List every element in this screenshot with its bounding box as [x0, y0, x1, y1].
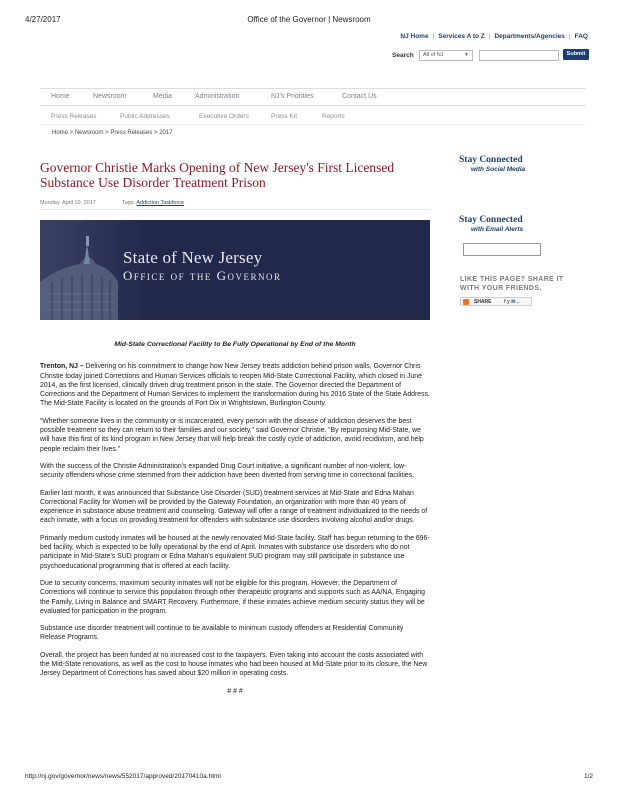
utility-link-departments[interactable]: Departments/Agencies — [494, 33, 565, 40]
email-title: Stay Connected — [459, 215, 523, 225]
share-prompt: LIKE THIS PAGE? SHARE IT WITH YOUR FRIENDS. — [460, 276, 564, 292]
utility-link-faq[interactable]: FAQ — [574, 33, 588, 40]
nav-newsroom[interactable]: Newsroom — [93, 93, 127, 100]
article-body — [40, 340, 430, 696]
search-submit-button[interactable]: Submit — [563, 49, 589, 60]
subnav-press-kit[interactable]: Press Kit — [271, 113, 298, 120]
paragraph-5: Primarily medium custody inmates will be housed at the newly renovated Mid-State facility. Staff has begun returning to the 696-bed facility, which is expected to be fully operational by the end of April. Inmates with substance use disorders who do not participate in Mid-State's SUD program or Edna Mahan's equivalent SUD program may still participate in substance use psychoeducational programming that is offered at each facility. — [40, 534, 430, 570]
main-nav — [40, 88, 586, 106]
share-label: SHARE — [474, 299, 492, 305]
paragraph-2: “Whether someone lives in the community or is incarcerated, every person with the disease of addiction deserves the best possible treatment so they can return to their families and our society,” said Governor Christie. “By repurposing Mid-State, we will have this first of its kind program in New Jersey that will help break the costly cycle of addiction, avoid recidivism, and help people reclaim their lives.” — [40, 417, 424, 453]
nav-priorities[interactable]: NJ's Priorities — [271, 93, 314, 100]
paragraph-4: Earlier last month, it was announced that Substance Use Disorder (SUD) treatment services at Mid-State and Edna Mahan Correctional Facility for Women will be provided by the Gateway Foundation, an organization with more than 40 years of experience in substance abuse treatment and counseling. Gateway will offer a range of treatment individualized to the needs of each inmate, with a focus on providing treatment for offenders with substance use disorders involving alcohol and/or drugs. — [40, 489, 428, 525]
end-marker: # # # — [227, 687, 243, 695]
share-button[interactable] — [460, 297, 532, 306]
nav-administration[interactable]: Administration — [195, 93, 240, 100]
article-meta — [40, 200, 184, 206]
search-scope-value: All of NJ — [423, 52, 444, 58]
divider — [40, 209, 430, 210]
dateline: Trenton, NJ – — [40, 363, 84, 371]
governor-banner — [40, 220, 430, 320]
utility-link-services[interactable]: Services A to Z — [438, 33, 485, 40]
utility-nav: NJ Home | Services A to Z | Departments/Agencies | FAQ — [400, 33, 588, 40]
nav-contact[interactable]: Contact Us — [342, 93, 377, 100]
utility-link-nj-home[interactable]: NJ Home — [400, 33, 429, 40]
breadcrumb[interactable]: Home > Newsroom > Press Releases > 2017 — [52, 130, 173, 136]
article-lede: Mid-State Correctional Facility to Be Fully Operational by End of the Month — [114, 341, 356, 348]
subnav-public-addresses[interactable]: Public Addresses — [120, 113, 170, 120]
share-icon — [463, 299, 469, 305]
tags-label: Tags: — [122, 200, 136, 206]
paragraph-3: With the success of the Christie Administration's expanded Drug Court initiative, a significant number of non-violent, low-security offenders whose crime stemmed from their addiction have been diverted from serving time in correctional facilities. — [40, 462, 415, 480]
subnav-press-releases[interactable]: Press Releases — [51, 113, 97, 120]
search-label: Search — [392, 52, 414, 59]
email-field[interactable] — [463, 243, 541, 256]
subnav-executive-orders[interactable]: Executive Orders — [199, 113, 249, 120]
print-title: Office of the Governor | Newsroom — [247, 15, 371, 24]
banner-state: State of New Jersey — [123, 248, 263, 267]
search-input[interactable] — [479, 50, 559, 61]
email-subtitle[interactable]: with Email Alerts — [471, 226, 524, 233]
subnav-reports[interactable]: Reports — [322, 113, 345, 120]
print-footer — [25, 773, 593, 783]
article-date: Monday, April 10, 2017 — [40, 200, 96, 206]
nav-home[interactable]: Home — [51, 93, 70, 100]
paragraph-6: Due to security concerns, maximum security inmates will not be eligible for this program. However, the Department of Corrections will continue to service this population through other therapeutic programs and supports such as AA/NA, Engaging the Family, Living in Balance and SMART Recovery. Furthermore, if these inmates achieve medium security status they will be evaluated for participation in the program. — [40, 579, 425, 615]
social-title: Stay Connected — [459, 155, 523, 165]
tag-link[interactable]: Addiction Taskforce — [136, 200, 184, 206]
social-subtitle[interactable]: with Social Media — [471, 166, 526, 173]
page-title: Governor Christie Marks Opening of New Jersey's First Licensed Substance Use Disorder Treatment Prison — [40, 160, 395, 190]
paragraph-8: Overall, the project has been funded at no increased cost to the taxpayers. Even taking into account the costs associated with the Mid-State renovations, as well as the cost to house inmates who had been housed at Mid-State prior to its closure, the New Jersey Department of Corrections has saved about $20 million in operating costs. — [40, 651, 428, 678]
article-tags — [122, 200, 184, 206]
print-url: http://nj.gov/governor/news/news/552017/approved/20170410a.html — [25, 773, 221, 780]
nav-media[interactable]: Media — [153, 93, 173, 100]
print-date: 4/27/2017 — [25, 15, 61, 24]
paragraph-1 — [40, 362, 430, 408]
paragraph-1-text: Delivering on his commitment to change how New Jersey treats addiction behind prison walls, Governor Chris Christie today joined Corrections and Human Services officials to reopen Mid-State Correctional Facility, which closed in June 2014, as the first licensed, clinically driven drug treatment prison in the state. The Governor directed the Department of Corrections and the Department of Human Services to implement the transformation during his 2016 State of the State Address. The Mid-State Facility is located on the grounds of Fort Dix in Wrightstown, Burlington County. — [40, 363, 430, 408]
sidebar — [459, 155, 589, 305]
chevron-down-icon: ▼ — [464, 52, 469, 58]
search-scope-select[interactable] — [419, 50, 473, 61]
paragraph-7: Substance use disorder treatment will continue to be available to minimum custody offenders at Residential Community Release Programs. — [40, 625, 404, 642]
sub-nav — [40, 111, 586, 125]
social-icons: f y ✉ .. — [504, 299, 520, 305]
page-number: 1/2 — [583, 773, 593, 780]
email-alerts-block — [459, 215, 589, 233]
banner-office: Office of the Governor — [123, 268, 282, 283]
print-header — [25, 15, 593, 27]
